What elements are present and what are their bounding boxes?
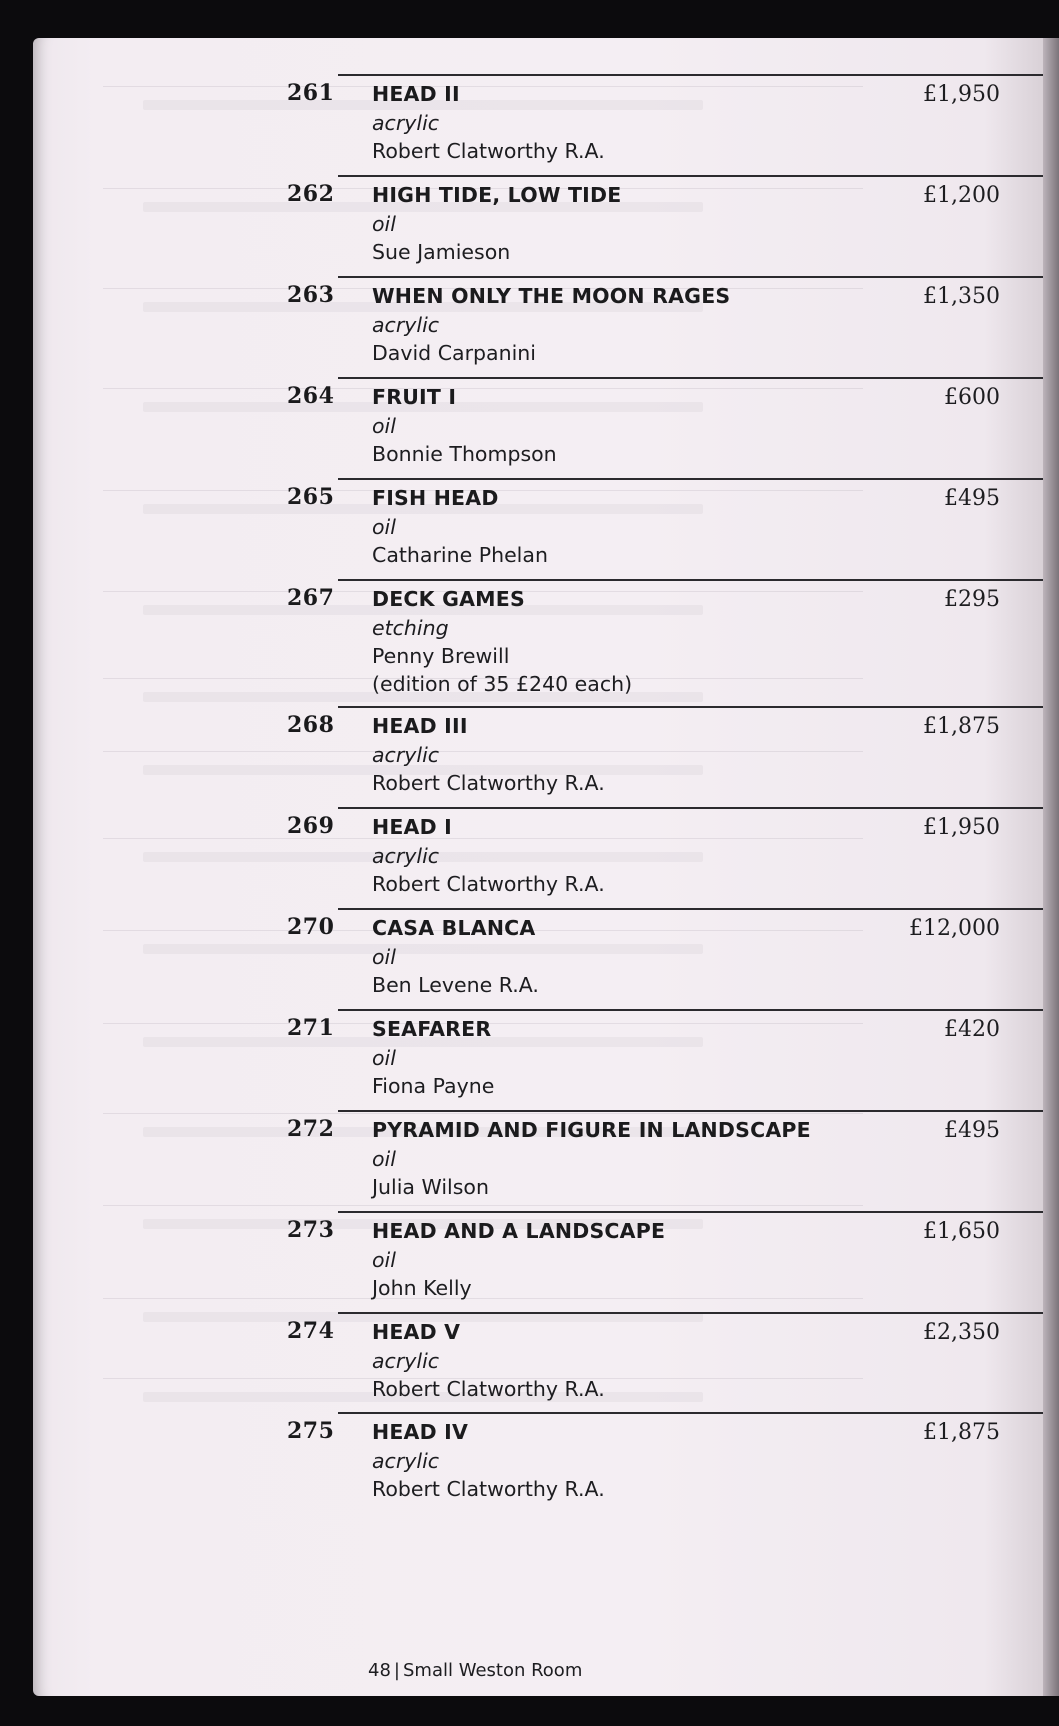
entry-medium: acrylic: [372, 743, 440, 767]
entry-artist: Penny Brewill: [372, 644, 510, 668]
entry-divider: [338, 74, 1046, 76]
catalogue-page: [33, 38, 1045, 1696]
catalogue-entry: [33, 478, 1045, 578]
entry-divider: [338, 579, 1046, 581]
entry-title: FISH HEAD: [372, 486, 499, 510]
catalogue-entry: [33, 276, 1045, 376]
entry-number: 274: [287, 1318, 335, 1344]
catalogue-entry: [33, 377, 1045, 477]
catalogue-entry: [33, 1211, 1045, 1311]
entry-title: HEAD V: [372, 1320, 461, 1344]
entry-divider: [338, 1110, 1046, 1112]
entry-price: £295: [944, 587, 1000, 612]
entry-title: FRUIT I: [372, 385, 457, 409]
entry-edition-note: (edition of 35 £240 each): [372, 672, 633, 696]
entry-artist: Robert Clatworthy R.A.: [372, 1377, 605, 1401]
catalogue-entry: [33, 175, 1045, 275]
entry-title: SEAFARER: [372, 1017, 492, 1041]
entry-medium: oil: [372, 515, 396, 539]
entry-medium: oil: [372, 1046, 396, 1070]
entry-divider: [338, 1412, 1046, 1414]
entry-number: 270: [287, 914, 335, 940]
entry-title: HEAD III: [372, 714, 468, 738]
entry-divider: [338, 1211, 1046, 1213]
entry-medium: acrylic: [372, 1449, 440, 1473]
entry-medium: oil: [372, 1248, 396, 1272]
entry-number: 265: [287, 484, 335, 510]
entry-number: 261: [287, 80, 335, 106]
entry-price: £1,950: [923, 82, 1000, 107]
entry-artist: John Kelly: [372, 1276, 472, 1300]
entry-artist: Bonnie Thompson: [372, 442, 557, 466]
entry-number: 271: [287, 1015, 335, 1041]
entry-artist: Catharine Phelan: [372, 543, 548, 567]
catalogue-entry: [33, 1312, 1045, 1412]
entry-medium: acrylic: [372, 1349, 440, 1373]
entry-title: DECK GAMES: [372, 587, 525, 611]
page-footer: [368, 1660, 582, 1681]
page-number: 48: [368, 1660, 391, 1681]
entry-number: 268: [287, 712, 335, 738]
entry-number: 262: [287, 181, 335, 207]
entry-number: 263: [287, 282, 335, 308]
entry-artist: Fiona Payne: [372, 1074, 495, 1098]
section-name: Small Weston Room: [402, 1660, 583, 1681]
entry-price: £600: [944, 385, 1000, 410]
entry-divider: [338, 807, 1046, 809]
entry-number: 272: [287, 1116, 335, 1142]
catalogue-entry: [33, 706, 1045, 806]
entry-divider: [338, 908, 1046, 910]
entry-price: £2,350: [923, 1320, 1000, 1345]
entry-medium: etching: [372, 616, 449, 640]
entry-artist: Ben Levene R.A.: [372, 973, 539, 997]
entry-price: £495: [944, 1118, 1000, 1143]
entry-number: 264: [287, 383, 335, 409]
entry-title: HEAD IV: [372, 1420, 469, 1444]
catalogue-entry: [33, 1110, 1045, 1210]
entry-artist: David Carpanini: [372, 341, 536, 365]
catalogue-entry: [33, 807, 1045, 907]
entry-artist: Robert Clatworthy R.A.: [372, 872, 605, 896]
entry-artist: Julia Wilson: [372, 1175, 489, 1199]
entry-title: HIGH TIDE, LOW TIDE: [372, 183, 622, 207]
entry-artist: Robert Clatworthy R.A.: [372, 771, 605, 795]
entry-price: £12,000: [909, 916, 1000, 941]
entry-title: PYRAMID AND FIGURE IN LANDSCAPE: [372, 1118, 811, 1142]
entry-price: £1,875: [923, 1420, 1000, 1445]
entry-divider: [338, 478, 1046, 480]
catalogue-entry: [33, 1412, 1045, 1512]
entry-divider: [338, 175, 1046, 177]
entry-title: WHEN ONLY THE MOON RAGES: [372, 284, 731, 308]
entry-price: £1,350: [923, 284, 1000, 309]
catalogue-entry: [33, 74, 1045, 174]
entry-artist: Robert Clatworthy R.A.: [372, 1477, 605, 1501]
entry-title: HEAD II: [372, 82, 460, 106]
entry-number: 275: [287, 1418, 335, 1444]
entry-title: HEAD AND A LANDSCAPE: [372, 1219, 666, 1243]
footer-separator: |: [393, 1660, 400, 1681]
catalogue-entry: [33, 908, 1045, 1008]
entry-divider: [338, 706, 1046, 708]
catalogue-entry: [33, 1009, 1045, 1109]
entry-title: HEAD I: [372, 815, 453, 839]
entry-title: CASA BLANCA: [372, 916, 536, 940]
entry-medium: oil: [372, 1147, 396, 1171]
entry-artist: Robert Clatworthy R.A.: [372, 139, 605, 163]
entry-number: 273: [287, 1217, 335, 1243]
entry-artist: Sue Jamieson: [372, 240, 511, 264]
entry-divider: [338, 377, 1046, 379]
entry-medium: acrylic: [372, 313, 440, 337]
entry-medium: oil: [372, 212, 396, 236]
entry-medium: oil: [372, 945, 396, 969]
entry-price: £420: [944, 1017, 1000, 1042]
entry-price: £1,200: [923, 183, 1000, 208]
entry-number: 269: [287, 813, 335, 839]
entry-divider: [338, 276, 1046, 278]
entry-number: 267: [287, 585, 335, 611]
entry-price: £1,950: [923, 815, 1000, 840]
entry-price: £1,875: [923, 714, 1000, 739]
entry-price: £495: [944, 486, 1000, 511]
book-spine-edge: [1043, 38, 1059, 1696]
entry-price: £1,650: [923, 1219, 1000, 1244]
entry-medium: oil: [372, 414, 396, 438]
entry-divider: [338, 1312, 1046, 1314]
entry-medium: acrylic: [372, 111, 440, 135]
catalogue-entry: [33, 579, 1045, 696]
entry-divider: [338, 1009, 1046, 1011]
entry-medium: acrylic: [372, 844, 440, 868]
